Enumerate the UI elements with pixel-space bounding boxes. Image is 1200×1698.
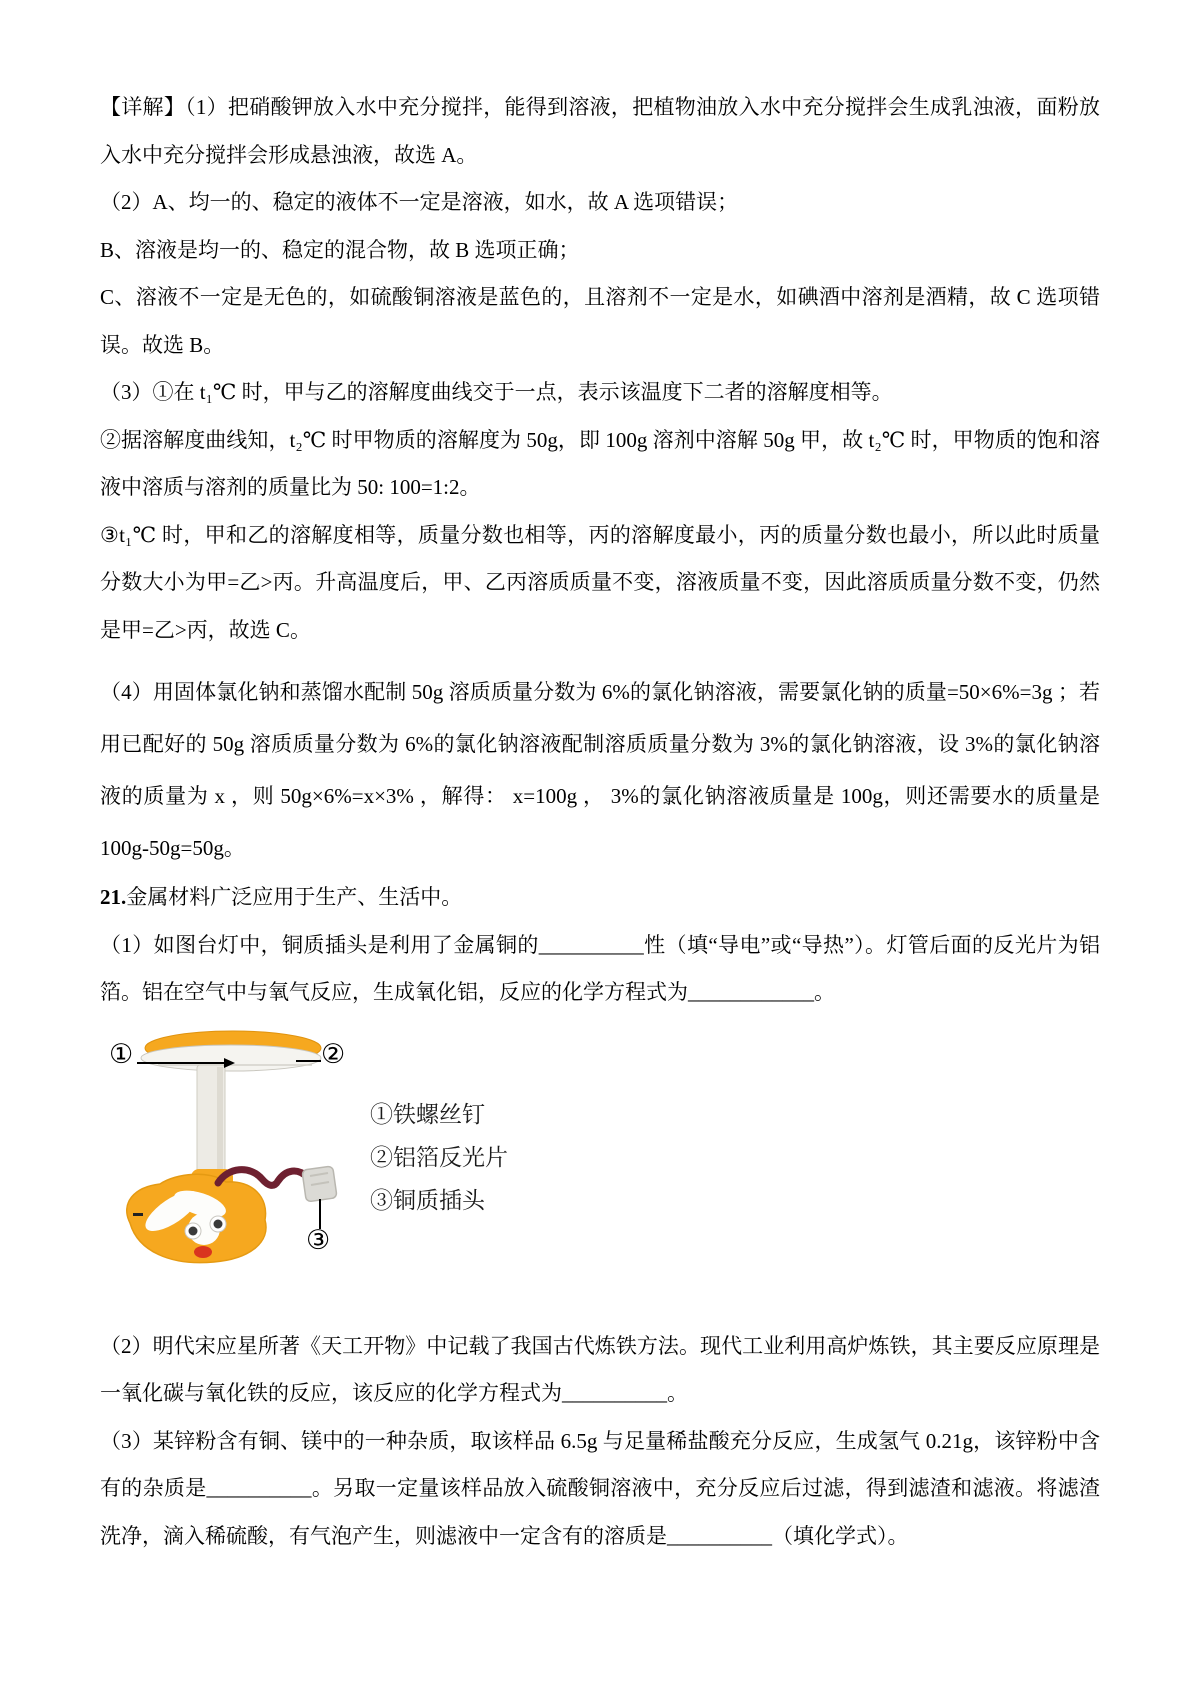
desk-lamp-figure: [100, 1023, 1100, 1273]
explanation-paragraph: ②据溶解度曲线知，t₂℃ 时甲物质的溶解度为 50g，即 100g 溶剂中溶解 50g 甲，故 t₂℃ 时，甲物质的饱和溶液中溶质与溶剂的质量比为 50: 100=1:2。: [100, 427, 1100, 499]
explanation-paragraph: 【详解】（1）把硝酸钾放入水中充分搅拌，能得到溶液，把植物油放入水中充分搅拌会生成乳浊液，面粉放入水中充分搅拌会形成悬浊液，故选 A。: [100, 95, 1100, 167]
base-mark: [133, 1213, 143, 1216]
legend-item-copper-plug: ③铜质插头: [370, 1187, 485, 1213]
explanation-paragraph: C、溶液不一定是无色的，如硫酸铜溶液是蓝色的，且溶剂不一定是水，如碘酒中溶剂是酒精，故 C 选项错误。故选 B。: [100, 285, 1100, 357]
rabbit-mouth: [194, 1246, 212, 1258]
question-21-part1: （1）如图台灯中，铜质插头是利用了金属铜的__________性（填“导电”或“导热”）。灯管后面的反光片为铝箔。铝在空气中与氧气反应，生成氧化铝，反应的化学方程式为____________。: [100, 932, 1100, 1004]
explanation-paragraph: （3）①在 t₁℃ 时，甲与乙的溶解度曲线交于一点，表示该温度下二者的溶解度相等。: [100, 380, 893, 404]
explanation-paragraph: （2）A、均一的、稳定的液体不一定是溶液，如水，故 A 选项错误；: [100, 190, 739, 214]
callout-3-label: ③: [306, 1224, 331, 1256]
question-21-part3: （3）某锌粉含有铜、镁中的一种杂质，取该样品 6.5g 与足量稀盐酸充分反应，生成氢气 0.21g，该锌粉中含有的杂质是__________。另取一定量该样品放入硫酸铜溶液中，充分反应后过滤，得到滤渣和滤液。将滤渣洗净，滴入稀硫酸，有气泡产生，则滤液中一定含有的溶质是__________（填化学式）。: [100, 1428, 1100, 1548]
question-21-part2: （2）明代宋应星所著《天工开物》中记载了我国古代炼铁方法。现代工业利用高炉炼铁，其主要反应原理是一氧化碳与氧化铁的反应，该反应的化学方程式为__________。: [100, 1333, 1100, 1405]
figure-legend: [370, 1093, 508, 1222]
lamp-stem-shadow: [217, 1067, 223, 1175]
explanation-paragraph: B、溶液是均一的、稳定的混合物，故 B 选项正确；: [100, 237, 580, 262]
rabbit-eye-right: [214, 1219, 223, 1228]
explanation-paragraph: （4）用固体氯化钠和蒸馏水配制 50g 溶质质量分数为 6%的氯化钠溶液，需要氯化钠的质量=50×6%=3g ；若用已配好的 50g 溶质质量分数为 6%的氯化钠溶液配制溶质质量分数为 3%的氯化钠溶液，设 3%的氯化钠溶液的质量为 x ，则 50g×6%=x×3% ，解得： x=100g ， 3%的氯化钠溶液质量是 100g，则还需要水的质量是 100g-50g=50g。: [100, 680, 1100, 860]
question-21-number: 21.: [100, 885, 127, 909]
question-21-intro: [100, 874, 1100, 922]
explanation-paragraph: ③t₁℃ 时，甲和乙的溶解度相等，质量分数也相等，丙的溶解度最小，丙的质量分数也最小，所以此时质量分数大小为甲=乙>丙。升高温度后，甲、乙丙溶质质量不变，溶液质量不变，因此溶质质量分数不变，仍然是甲=乙>丙，故选 C。: [100, 522, 1100, 642]
rabbit-eye-left: [189, 1226, 198, 1235]
legend-item-iron-screw: ①铁螺丝钉: [370, 1101, 485, 1127]
legend-item-aluminum-foil-reflector: ②铝箔反光片: [370, 1144, 508, 1170]
lamp-shade-underside: [141, 1045, 321, 1071]
question-21-intro-text: 金属材料广泛应用于生产、生活中。: [126, 885, 463, 909]
callout-1-label: ①: [109, 1038, 134, 1070]
callout-2-label: ②: [321, 1038, 346, 1070]
